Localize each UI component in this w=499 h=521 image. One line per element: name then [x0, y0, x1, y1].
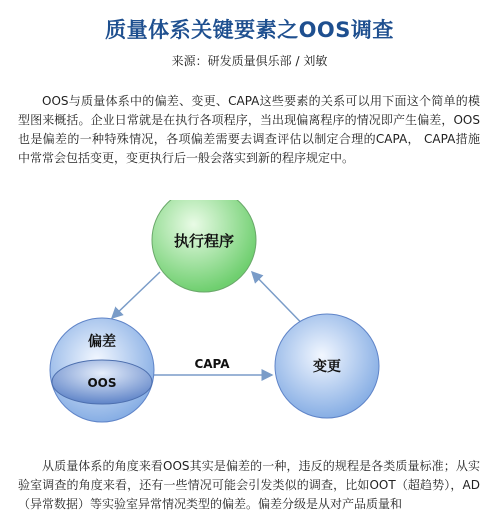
node-change-label: 变更	[313, 359, 341, 375]
node-procedure	[152, 200, 256, 292]
article-source: 来源：研发质量俱乐部 / 刘敏	[171, 54, 328, 68]
node-change	[275, 314, 379, 418]
quality-model-diagram	[0, 200, 499, 450]
node-oos-label: OOS	[87, 376, 117, 390]
body-paragraph: 从质量体系的角度来看OOS其实是偏差的一种，违反的规程是各类质量标准；从实验室调查的角度来看，还有一些情况可能会引发类似的调查，比如OOT（超趋势），AD（异常数据）等实验室异常情况类型的偏差。偏差分级是从对产品质量和	[18, 459, 480, 511]
node-deviation	[50, 318, 154, 422]
node-deviation-label: 偏差	[88, 334, 116, 350]
arrow-procedure-to-deviation	[112, 272, 160, 318]
article-title: 质量体系关键要素之OOS调查	[105, 18, 394, 42]
node-procedure-label: 执行程序	[173, 232, 235, 250]
intro-paragraph: OOS与质量体系中的偏差、变更、CAPA这些要素的关系可以用下面这个简单的模型图来概括。企业日常就是在执行各项程序，当出现偏离程序的情况即产生偏差，OOS也是偏差的一种特殊情况，各项偏差需要去调查评估以制定合理的CAPA， CAPA措施中常常会包括变更，变更执行后一般会落实到新的程序规定中。	[18, 94, 480, 165]
edge-capa-label: CAPA	[194, 357, 230, 371]
